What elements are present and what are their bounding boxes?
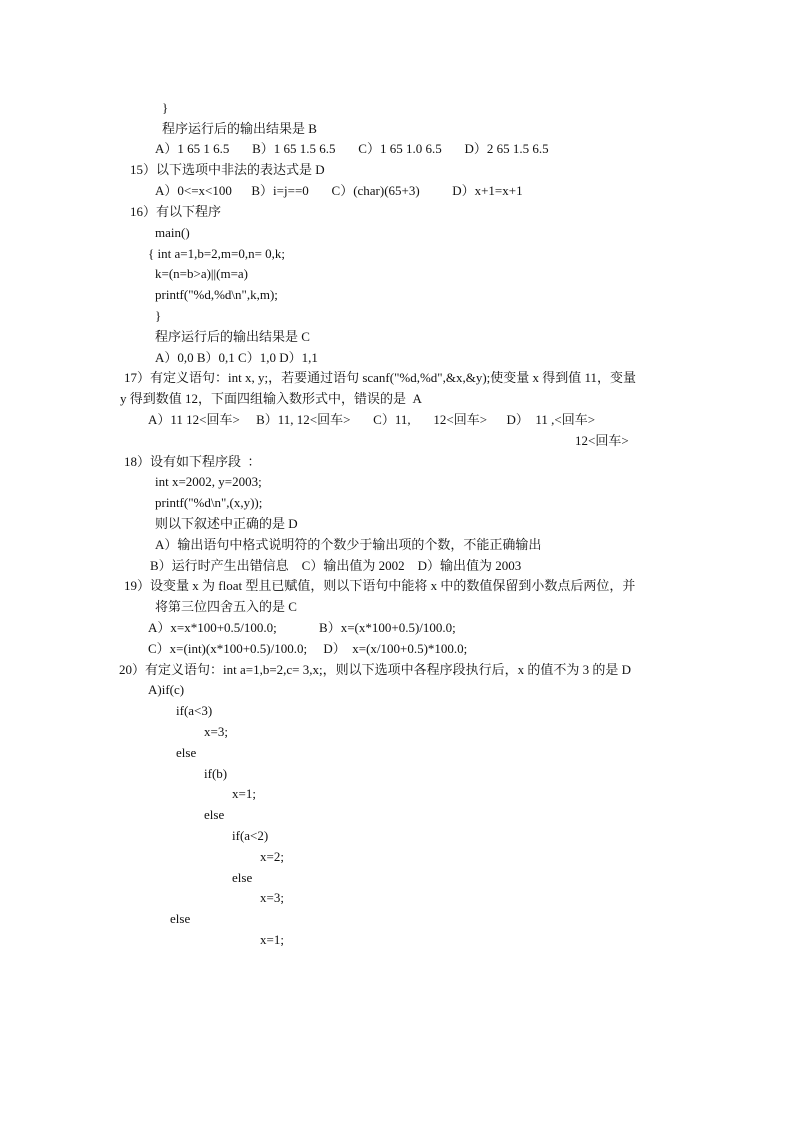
- answer-line: 程序运行后的输出结果是 C: [155, 329, 310, 344]
- options-line: A）0,0 B）0,1 C）1,0 D）1,1: [155, 350, 318, 365]
- question-text: y 得到数值 12，下面四组输入数形式中，错误的是 A: [120, 391, 422, 406]
- question-title: 19）设变量 x 为 float 型且已赋值，则以下语句中能将 x 中的数值保留到小数点后两位，并: [124, 578, 636, 593]
- answer-line: 程序运行后的输出结果是 B: [162, 121, 317, 136]
- code-line: }: [162, 100, 169, 115]
- code-line: else: [176, 745, 197, 760]
- code-line: else: [204, 807, 225, 822]
- code-line: if(a<2): [232, 828, 269, 843]
- code-line: x=3;: [204, 724, 228, 739]
- options-line: C）x=(int)(x*100+0.5)/100.0; D） x=(x/100+0.5)*100.0;: [148, 641, 468, 656]
- code-line: main(): [155, 225, 190, 240]
- code-line: if(b): [204, 766, 228, 781]
- options-line: A）11 12<回车> B）11, 12<回车> C）11, 12<回车> D） 11 ,<回车>: [148, 412, 596, 427]
- code-line: else: [232, 870, 253, 885]
- code-line: if(a<3): [176, 703, 213, 718]
- options-line: B）运行时产生出错信息 C）输出值为 2002 D）输出值为 2003: [150, 558, 522, 573]
- options-line: 12<回车>: [575, 433, 629, 448]
- options-line: A）x=x*100+0.5/100.0; B）x=(x*100+0.5)/100.0;: [148, 620, 456, 635]
- code-line: { int a=1,b=2,m=0,n= 0,k;: [148, 246, 286, 261]
- code-line: else: [170, 911, 191, 926]
- answer-line: 则以下叙述中正确的是 D: [155, 516, 298, 531]
- question-text: 将第三位四舍五入的是 C: [155, 599, 297, 614]
- question-title: 15）以下选项中非法的表达式是 D: [130, 162, 325, 177]
- code-line: x=1;: [260, 932, 284, 947]
- options-line: A）1 65 1 6.5 B）1 65 1.5 6.5 C）1 65 1.0 6.5 D）2 65 1.5 6.5: [155, 141, 549, 156]
- code-line: x=1;: [232, 786, 256, 801]
- code-line: printf("%d\n",(x,y));: [155, 495, 263, 510]
- question-title: 18）设有如下程序段 ：: [124, 454, 261, 469]
- question-title: 20）有定义语句：int a=1,b=2,c= 3,x;，则以下选项中各程序段执行后，x 的值不为 3 的是 D: [119, 662, 632, 677]
- question-title: 16）有以下程序: [130, 204, 222, 219]
- code-line: A)if(c): [148, 682, 185, 697]
- options-line: A）输出语句中格式说明符的个数少于输出项的个数，不能正确输出: [155, 537, 542, 552]
- code-line: printf("%d,%d\n",k,m);: [155, 287, 278, 302]
- code-line: }: [155, 308, 162, 323]
- code-line: int x=2002, y=2003;: [155, 474, 262, 489]
- code-line: k=(n=b>a)||(m=a): [155, 266, 248, 281]
- options-line: A）0<=x<100 B）i=j==0 C）(char)(65+3) D）x+1=x+1: [155, 183, 523, 198]
- question-title: 17）有定义语句：int x, y;，若要通过语句 scanf("%d,%d",&x,&y);使变量 x 得到值 11，变量: [124, 370, 637, 385]
- code-line: x=3;: [260, 890, 284, 905]
- code-line: x=2;: [260, 849, 284, 864]
